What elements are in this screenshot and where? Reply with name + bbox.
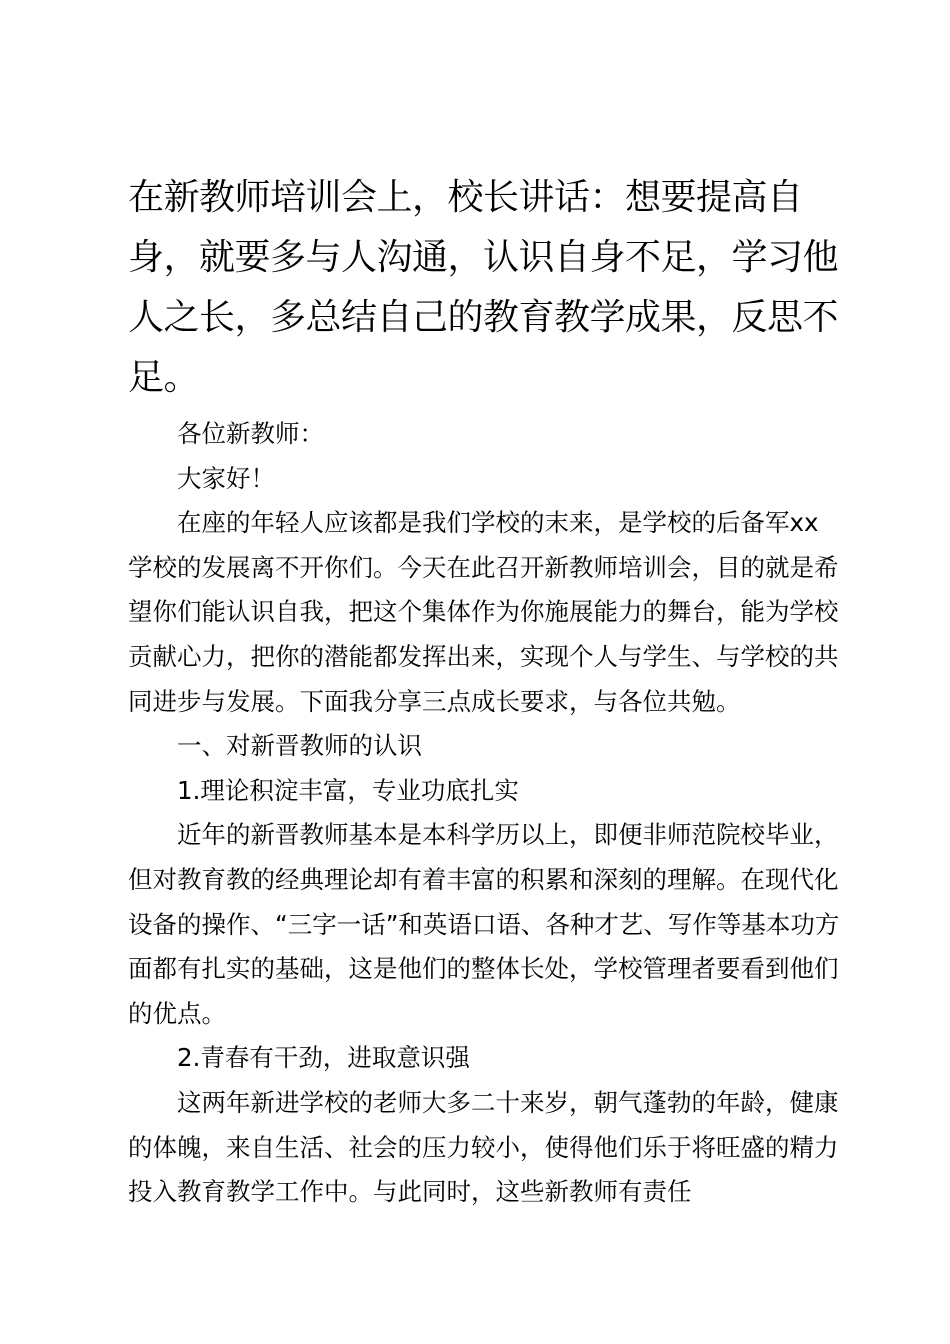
section-heading-1: 一、对新晋教师的认识: [177, 731, 422, 761]
paragraph-youth: 这两年新进学校的老师大多二十来岁，朝气蓬勃的年龄，健康的体魄，来自生活、社会的压力较小，使得他们乐于将旺盛的精力投入教育教学工作中。与此同时，这些新教师有责任: [128, 1087, 839, 1207]
document-title: 在新教师培训会上，校长讲话：想要提高自身，就要多与人沟通，认识自身不足，学习他人之长，多总结自己的教育教学成果，反思不足。: [128, 177, 839, 398]
subheading-2: 2.青春有干劲，进取意识强: [177, 1043, 470, 1073]
subheading-1: 1.理论积淀丰富，专业功底扎实: [177, 775, 519, 805]
salutation: 各位新教师：: [177, 419, 324, 448]
greeting: 大家好！: [177, 463, 275, 493]
paragraph-intro: 在座的年轻人应该都是我们学校的末来，是学校的后备军xx学校的发展离不开你们。今天在此召开新教师培训会，目的就是希望你们能认识自我，把这个集体作为你施展能力的舞台，能为学校贡献心力，把你的潜能都发挥出来，实现个人与学生、与学校的共同进步与发展。下面我分享三点成长要求，与各位共勉。: [128, 508, 839, 716]
document-page: [128, 168, 840, 1215]
paragraph-theory: 近年的新晋教师基本是本科学历以上，即便非师范院校毕业，但对教育教的经典理论却有着丰富的积累和深刻的理解。在现代化设备的操作、“三字一话”和英语口语、各种才艺、写作等基本功方面都有扎实的基础，这是他们的整体长处，学校管理者要看到他们的优点。: [128, 820, 840, 1028]
